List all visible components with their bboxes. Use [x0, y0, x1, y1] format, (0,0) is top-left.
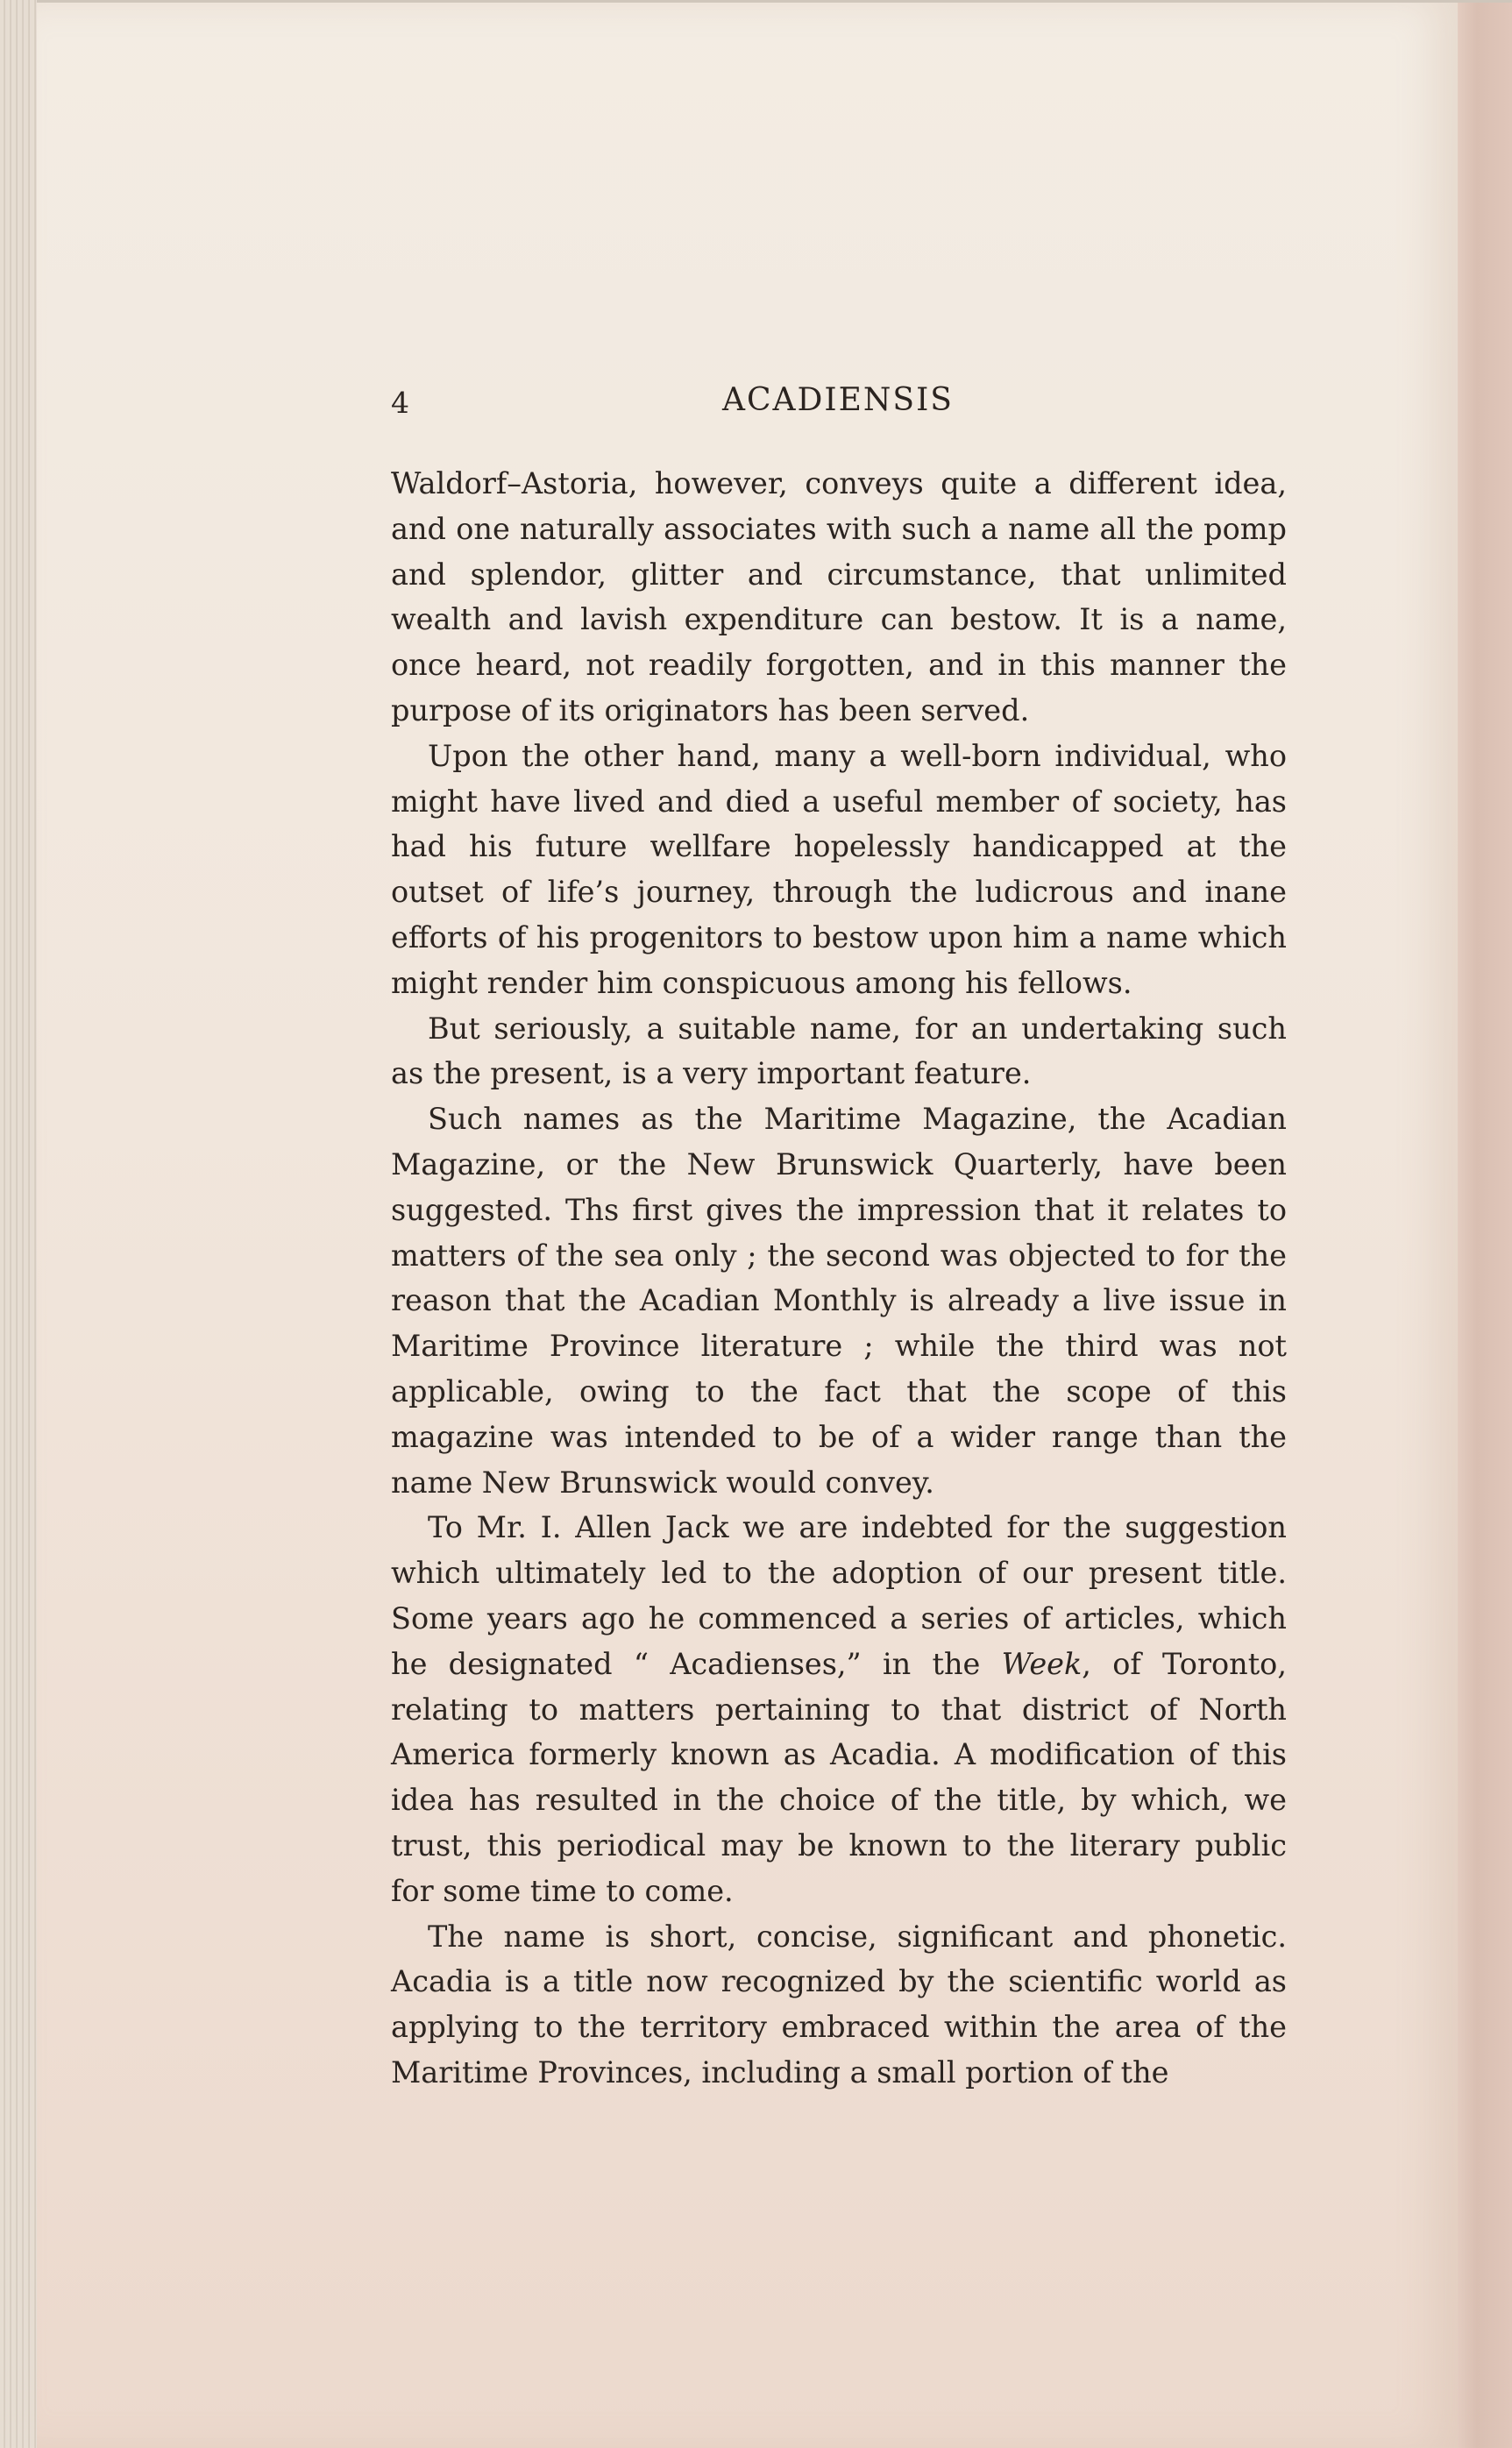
paragraph	[391, 1505, 1287, 1913]
paragraph: The name is short, concise, significant and phonetic. Acadia is a title now recognized by the scientific world as applying to the territory embraced within the area of the Maritime Provinces, including a small portion of the	[391, 1919, 1287, 2090]
running-header	[391, 379, 1285, 422]
paragraph: Waldorf–Astoria, however, conveys quite a different idea, and one naturally associates with such a name all the pomp and splendor, glitter and circumstance, that unlimited wealth and lavish expenditure can bestow. It is a name, once heard, not readily forgotten, and in this manner the purpose of its originators has been served.	[391, 466, 1287, 727]
paragraph-text: , of Toronto, relating to matters pertaining to that district of North America formerly known as Acadia. A modification of this idea has resulted in the choice of the title, by which, we trust, this periodical may be known to the literary public for some time to come.	[391, 1646, 1287, 1908]
running-title: ACADIENSIS	[722, 382, 954, 418]
paragraph-text: To Mr. I. Allen Jack we are indebted for the suggestion which ultimately led to the adoption of our present title. Some years ago he commenced a series of articles, which he designated “ Acadienses,” in the	[391, 1510, 1287, 1681]
page-number: 4	[391, 386, 409, 420]
paragraph: But seriously, a suitable name, for an undertaking such as the present, is a very important feature.	[391, 1011, 1287, 1091]
gutter-shadow	[1458, 0, 1512, 2448]
page-stack-edges	[0, 0, 37, 2448]
paragraph: Such names as the Maritime Magazine, the Acadian Magazine, or the New Brunswick Quarterly, have been suggested. Ths first gives the impression that it relates to matters of the sea only ; the second was objected to for the reason that the Acadian Monthly is already a live issue in Maritime Province literature ; while the third was not applicable, owing to the fact that the scope of this magazine was intended to be of a wider range than the name New Brunswick would convey.	[391, 1102, 1287, 1500]
top-edge	[37, 0, 1512, 3]
body-text	[391, 461, 1287, 2096]
paragraph: Upon the other hand, many a well-born individual, who might have lived and died a useful member of society, has had his future wellfare hopelessly handicapped at the outset of life’s journey, through the ludicrous and inane efforts of his progenitors to bestow upon him a name which might render him conspicuous among his fellows.	[391, 738, 1287, 1000]
periodical-title-italic: Week	[1001, 1646, 1083, 1681]
